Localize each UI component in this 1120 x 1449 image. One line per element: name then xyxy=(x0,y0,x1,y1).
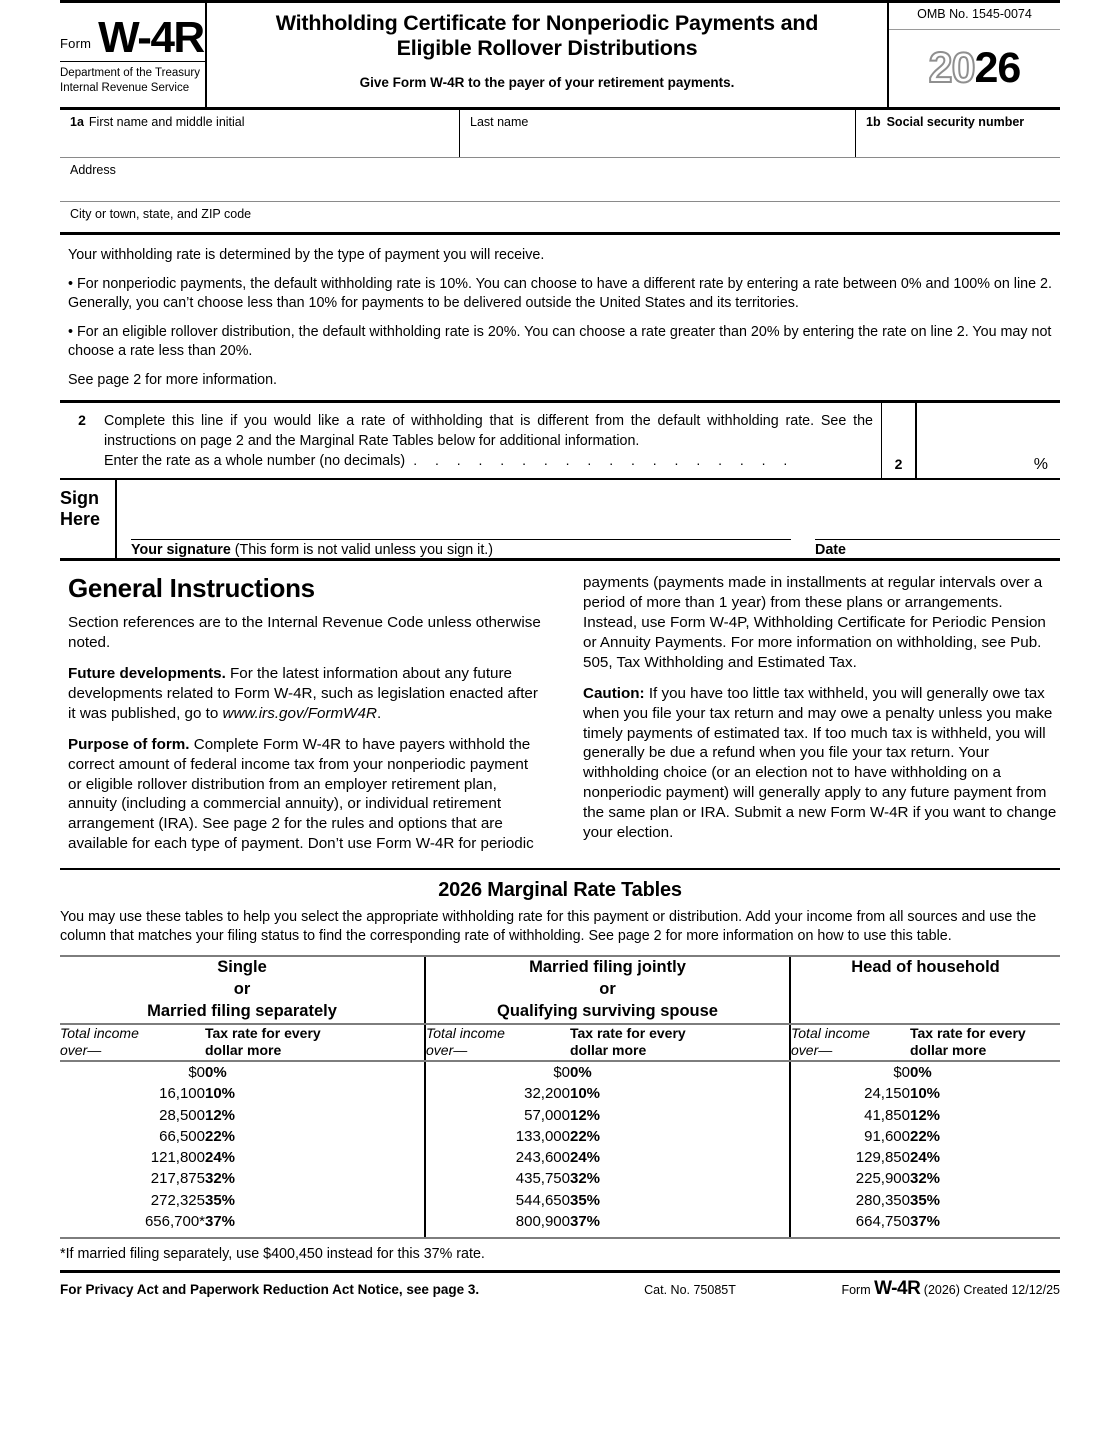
gi-section-references-text: Section references are to the Internal Revenue Code unless otherwise noted. xyxy=(68,614,541,652)
form-title xyxy=(217,11,877,61)
group-header-head-of-household xyxy=(790,956,1060,1024)
subheader-hoh-income xyxy=(790,1024,910,1061)
tax-year-decade: 26 xyxy=(974,44,1021,92)
subheader-mfj-income-line-1: Total income xyxy=(426,1024,505,1041)
row-cell-hoh-rate: 35% xyxy=(910,1191,941,1209)
line-2-text-tail: Enter the rate as a whole number (no decimals) xyxy=(104,453,406,470)
gi-future-developments-text: For the latest information about any future developments related to Form W-4R, such as legislation enacted after it was published, go to xyxy=(68,664,538,722)
row-cell-single-income: 272,325 xyxy=(150,1191,205,1209)
subheader-hoh-income-line-2: over— xyxy=(791,1042,833,1059)
date-label: Date xyxy=(815,542,846,559)
first-name-label-text: First name and middle initial xyxy=(88,115,245,129)
row-cell-single-rate: 22% xyxy=(205,1127,236,1145)
row-cell-single-rate: 32% xyxy=(205,1170,236,1188)
tax-year xyxy=(928,44,1021,92)
row-cell-single-income: 28,500 xyxy=(159,1106,205,1124)
city-state-zip-field[interactable] xyxy=(60,202,1060,235)
row-cell-single-income: 217,875 xyxy=(150,1170,205,1188)
subheader-mfj-rate xyxy=(570,1024,790,1061)
line-2-marker: 2 xyxy=(881,403,915,478)
row-cell-single-rate: 35% xyxy=(205,1191,236,1209)
line-2-description xyxy=(104,403,881,478)
group-hoh-line-1: Head of household xyxy=(851,958,1000,977)
sign-here-line-1: Sign xyxy=(60,488,99,509)
subheader-single-income-line-2: over— xyxy=(60,1042,102,1059)
form-title-line-1: Withholding Certificate for Nonperiodic Payments and xyxy=(275,11,819,35)
subheader-mfj-income xyxy=(425,1024,570,1061)
row-cell-hoh-income: 41,850 xyxy=(790,1105,910,1126)
department-line-2: Internal Revenue Service xyxy=(60,81,190,94)
intro-paragraph-1: Your withholding rate is determined by the type of payment you will receive. xyxy=(68,247,545,263)
form-footer xyxy=(60,1273,1060,1300)
gi-paragraph-future-developments xyxy=(68,664,545,724)
subheader-hoh-rate-line-2: dollar more xyxy=(910,1042,987,1059)
footer-form-number: W-4R xyxy=(874,1278,921,1300)
subheader-hoh-income-line-1: Total income xyxy=(791,1024,870,1041)
first-name-field[interactable] xyxy=(60,110,460,157)
table-row xyxy=(60,1126,1060,1147)
department-line-1: Department of the Treasury xyxy=(60,67,200,79)
sign-here-row xyxy=(60,480,1060,561)
subheader-mfj-rate-line-2: dollar more xyxy=(570,1042,647,1059)
group-header-married-jointly xyxy=(425,956,790,1024)
gi-purpose-text: Complete Form W-4R to have payers withhold the correct amount of federal income tax from your nonperiodic payment or eligible rollover distribution from an employer retirement plan, annuity (including a commercial annuity), or individual retirement arrangement (IRA). See page 2 for the rules and options that are available for each type of payment. Don’t use Form W-4R for periodic xyxy=(68,735,534,853)
gi-paragraph-section-references xyxy=(68,613,545,653)
row-cell-single-rate: 10% xyxy=(205,1085,236,1103)
row-cell-mfj-income: 133,000 xyxy=(425,1126,570,1147)
row-cell-single-rate: 37% xyxy=(205,1213,236,1231)
row-cell-hoh-rate: 24% xyxy=(910,1149,941,1167)
line-2-number: 2 xyxy=(78,412,86,428)
row-cell-mfj-rate: 10% xyxy=(570,1085,601,1103)
row-cell-mfj-rate: 37% xyxy=(570,1213,601,1231)
sign-here-label xyxy=(60,480,117,558)
row-cell-hoh-rate: 10% xyxy=(910,1085,941,1103)
row-cell-hoh-rate: 12% xyxy=(910,1106,941,1124)
row-cell-single-income: 121,800 xyxy=(150,1149,205,1167)
row-cell-single-income: $0 xyxy=(188,1063,205,1081)
row-cell-mfj-income: 800,900 xyxy=(425,1211,570,1237)
group-mfj-line-2: or xyxy=(599,980,616,999)
row-cell-hoh-rate: 22% xyxy=(910,1127,941,1145)
ssn-number: 1b xyxy=(866,115,881,129)
last-name-label: Last name xyxy=(470,115,529,129)
row-cell-single-income: 66,500 xyxy=(159,1127,205,1145)
subheader-single-income-line-1: Total income xyxy=(60,1024,139,1041)
tax-year-box xyxy=(889,29,1060,107)
table-row xyxy=(60,1190,1060,1211)
row-cell-mfj-income: 435,750 xyxy=(425,1168,570,1189)
intro-paragraph-4: See page 2 for more information. xyxy=(68,372,278,388)
general-instructions-right-column xyxy=(583,573,1060,854)
row-cell-hoh-rate: 0% xyxy=(910,1063,932,1081)
row-cell-mfj-rate: 0% xyxy=(570,1063,592,1081)
row-cell-mfj-income: 57,000 xyxy=(425,1105,570,1126)
subheader-hoh-rate xyxy=(910,1024,1060,1061)
form-identity-block xyxy=(60,3,207,107)
signature-fields xyxy=(117,480,1060,558)
form-word-label: Form xyxy=(60,36,92,51)
ssn-label xyxy=(866,115,1024,129)
sign-here-line-2: Here xyxy=(60,509,101,530)
form-title-block xyxy=(207,3,887,107)
omb-year-block xyxy=(887,3,1060,107)
form-number: W-4R xyxy=(98,13,204,63)
row-cell-hoh-income: 664,750 xyxy=(790,1211,910,1237)
gi-periodic-payments-text: payments (payments made in installments at regular intervals over a period of more than 1 year) from these plans or arrangements. Instead, use Form W-4P, Withholding Certificate for Periodic Pension or Annuity Payments. For more information on withholding, see Pub. 505, Tax Withholding and Estimated Tax. xyxy=(583,574,1046,671)
row-cell-mfj-rate: 12% xyxy=(570,1106,601,1124)
row-cell-hoh-income: 24,150 xyxy=(790,1083,910,1104)
marginal-rate-tables-intro: You may use these tables to help you select the appropriate withholding rate for this payment or distribution. Add your income from all sources and use the column that matches your filing status to find the corresponding rate of withholding. See page 2 for more information on how to use this table. xyxy=(60,909,1037,945)
row-cell-mfj-rate: 35% xyxy=(570,1191,601,1209)
row-cell-hoh-rate: 32% xyxy=(910,1170,941,1188)
row-cell-hoh-income: 225,900 xyxy=(790,1168,910,1189)
form-number-line xyxy=(60,3,205,61)
gi-caution-heading: Caution: xyxy=(583,684,645,702)
row-cell-single-rate: 0% xyxy=(205,1063,227,1081)
signature-input[interactable] xyxy=(131,539,791,558)
signature-label-rest: (This form is not valid unless you sign it.) xyxy=(230,542,494,559)
row-cell-hoh-income: 280,350 xyxy=(790,1190,910,1211)
department-block xyxy=(60,61,205,95)
date-input[interactable] xyxy=(815,539,1060,558)
row-cell-single-rate: 12% xyxy=(205,1106,236,1124)
group-single-line-2: or xyxy=(233,980,251,999)
subheader-mfj-income-line-2: over— xyxy=(426,1042,468,1059)
gi-paragraph-periodic-payments xyxy=(583,573,1060,673)
table-row xyxy=(60,1168,1060,1189)
footer-form-word: Form xyxy=(841,1283,871,1298)
gi-purpose-heading: Purpose of form. xyxy=(68,735,190,753)
footer-form-identifier xyxy=(760,1278,1060,1300)
row-cell-hoh-income: 129,850 xyxy=(790,1147,910,1168)
subheader-mfj-rate-line-1: Tax rate for every xyxy=(570,1024,686,1041)
group-single-line-3: Married filing separately xyxy=(147,1002,337,1020)
percent-sign: % xyxy=(1033,456,1048,474)
line-2-text: Complete this line if you would like a rate of withholding that is different from the default withholding rate. See the instructions on page 2 and the Marginal Rate Tables below for additional information. xyxy=(104,413,873,449)
city-state-zip-label: City or town, state, and ZIP code xyxy=(70,207,252,221)
row-cell-hoh-rate: 37% xyxy=(910,1213,941,1231)
first-name-label xyxy=(70,115,245,129)
first-name-number: 1a xyxy=(70,115,84,129)
row-cell-single-income: 656,700* xyxy=(144,1213,205,1231)
row-cell-hoh-income: $0 xyxy=(790,1061,910,1083)
gi-paragraph-purpose-of-form xyxy=(68,735,545,854)
row-cell-mfj-income: 243,600 xyxy=(425,1147,570,1168)
address-field[interactable] xyxy=(60,158,1060,202)
general-instructions-heading: General Instructions xyxy=(68,573,315,604)
group-mfj-line-1: Married filing jointly xyxy=(529,958,686,977)
subheader-hoh-rate-line-1: Tax rate for every xyxy=(910,1024,1026,1041)
row-cell-single-rate: 24% xyxy=(205,1149,236,1167)
form-title-line-2: Eligible Rollover Distributions xyxy=(396,36,698,61)
table-row xyxy=(60,1083,1060,1104)
row-cell-mfj-rate: 22% xyxy=(570,1127,601,1145)
ssn-label-text: Social security number xyxy=(886,115,1025,129)
marginal-rate-table-body xyxy=(60,1061,1060,1237)
address-label: Address xyxy=(70,163,116,177)
withholding-intro xyxy=(60,235,1060,403)
name-row xyxy=(60,110,1060,158)
table-row xyxy=(60,1061,1060,1083)
group-header-single xyxy=(60,956,425,1024)
marginal-rate-table xyxy=(60,955,1060,1237)
signature-label-bold: Your signature xyxy=(131,542,231,559)
line-2-leader-dots: . . . . . . . . . . . . . . . . . . xyxy=(413,452,795,469)
privacy-act-notice: For Privacy Act and Paperwork Reduction Act Notice, see page 3. xyxy=(60,1282,480,1298)
ssn-field[interactable] xyxy=(856,110,1060,157)
last-name-field[interactable] xyxy=(460,110,856,157)
catalog-number: Cat. No. 75085T xyxy=(644,1283,736,1298)
subheader-single-rate xyxy=(205,1024,425,1061)
footer-form-suffix: (2026) Created 12/12/25 xyxy=(923,1283,1060,1298)
line-2-last-line xyxy=(104,451,873,472)
table-row xyxy=(60,1105,1060,1126)
group-mfj-line-3: Qualifying surviving spouse xyxy=(497,1002,718,1020)
form-subtitle: Give Form W-4R to the payer of your retirement payments. xyxy=(359,75,735,91)
group-single-line-1: Single xyxy=(217,958,267,977)
intro-paragraph-3: • For an eligible rollover distribution, the default withholding rate is 20%. You can choose a rate greater than 20% by entering the rate on line 2. You may not choose a rate less than 20%. xyxy=(68,324,1052,359)
line-2-rate-input[interactable] xyxy=(915,403,1060,478)
table-subheader-row xyxy=(60,1024,1060,1061)
intro-paragraph-2: • For nonperiodic payments, the default withholding rate is 10%. You can choose to have a different rate by entering a rate between 0% and 100% on line 2. Generally, you can’t choose less than 10% for payments to be delivered outside the United States and its territories. xyxy=(68,276,1052,311)
table-group-header-row xyxy=(60,956,1060,1024)
line-2-row xyxy=(60,403,1060,480)
row-cell-mfj-income: 32,200 xyxy=(425,1083,570,1104)
gi-paragraph-caution xyxy=(583,684,1060,843)
omb-number: OMB No. 1545-0074 xyxy=(917,7,1032,21)
gi-irs-url[interactable]: www.irs.gov/FormW4R xyxy=(222,704,377,722)
subheader-single-rate-line-1: Tax rate for every xyxy=(205,1024,321,1041)
gi-future-developments-heading: Future developments. xyxy=(68,664,226,682)
subheader-single-rate-line-2: dollar more xyxy=(205,1042,282,1059)
gi-caution-text: If you have too little tax withheld, you will generally owe tax when you file your tax return and may owe a penalty unless you make timely payments of estimated tax. If too much tax is withheld, you will generally be due a refund when you file your tax return. Your withholding choice (or an election not to have withholding on a nonperiodic payment) will generally apply to any future payment from the same plan or IRA. Submit a new Form W-4R if you want to change your election. xyxy=(583,684,1057,842)
row-cell-hoh-income: 91,600 xyxy=(790,1126,910,1147)
row-cell-mfj-rate: 24% xyxy=(570,1149,601,1167)
table-footnote: *If married filing separately, use $400,450 instead for this 37% rate. xyxy=(60,1239,1060,1273)
row-cell-mfj-rate: 32% xyxy=(570,1170,601,1188)
row-cell-single-income: 16,100 xyxy=(159,1085,205,1103)
table-row xyxy=(60,1147,1060,1168)
general-instructions xyxy=(60,561,1060,870)
subheader-single-income xyxy=(60,1024,205,1061)
form-header xyxy=(60,0,1060,110)
row-cell-mfj-income: $0 xyxy=(425,1061,570,1083)
general-instructions-left-column xyxy=(68,573,545,854)
table-row xyxy=(60,1211,1060,1237)
tax-year-century: 20 xyxy=(928,44,975,92)
marginal-rate-tables-heading: 2026 Marginal Rate Tables xyxy=(438,879,682,902)
row-cell-mfj-income: 544,650 xyxy=(425,1190,570,1211)
gi-future-developments-tail: . xyxy=(376,704,382,722)
